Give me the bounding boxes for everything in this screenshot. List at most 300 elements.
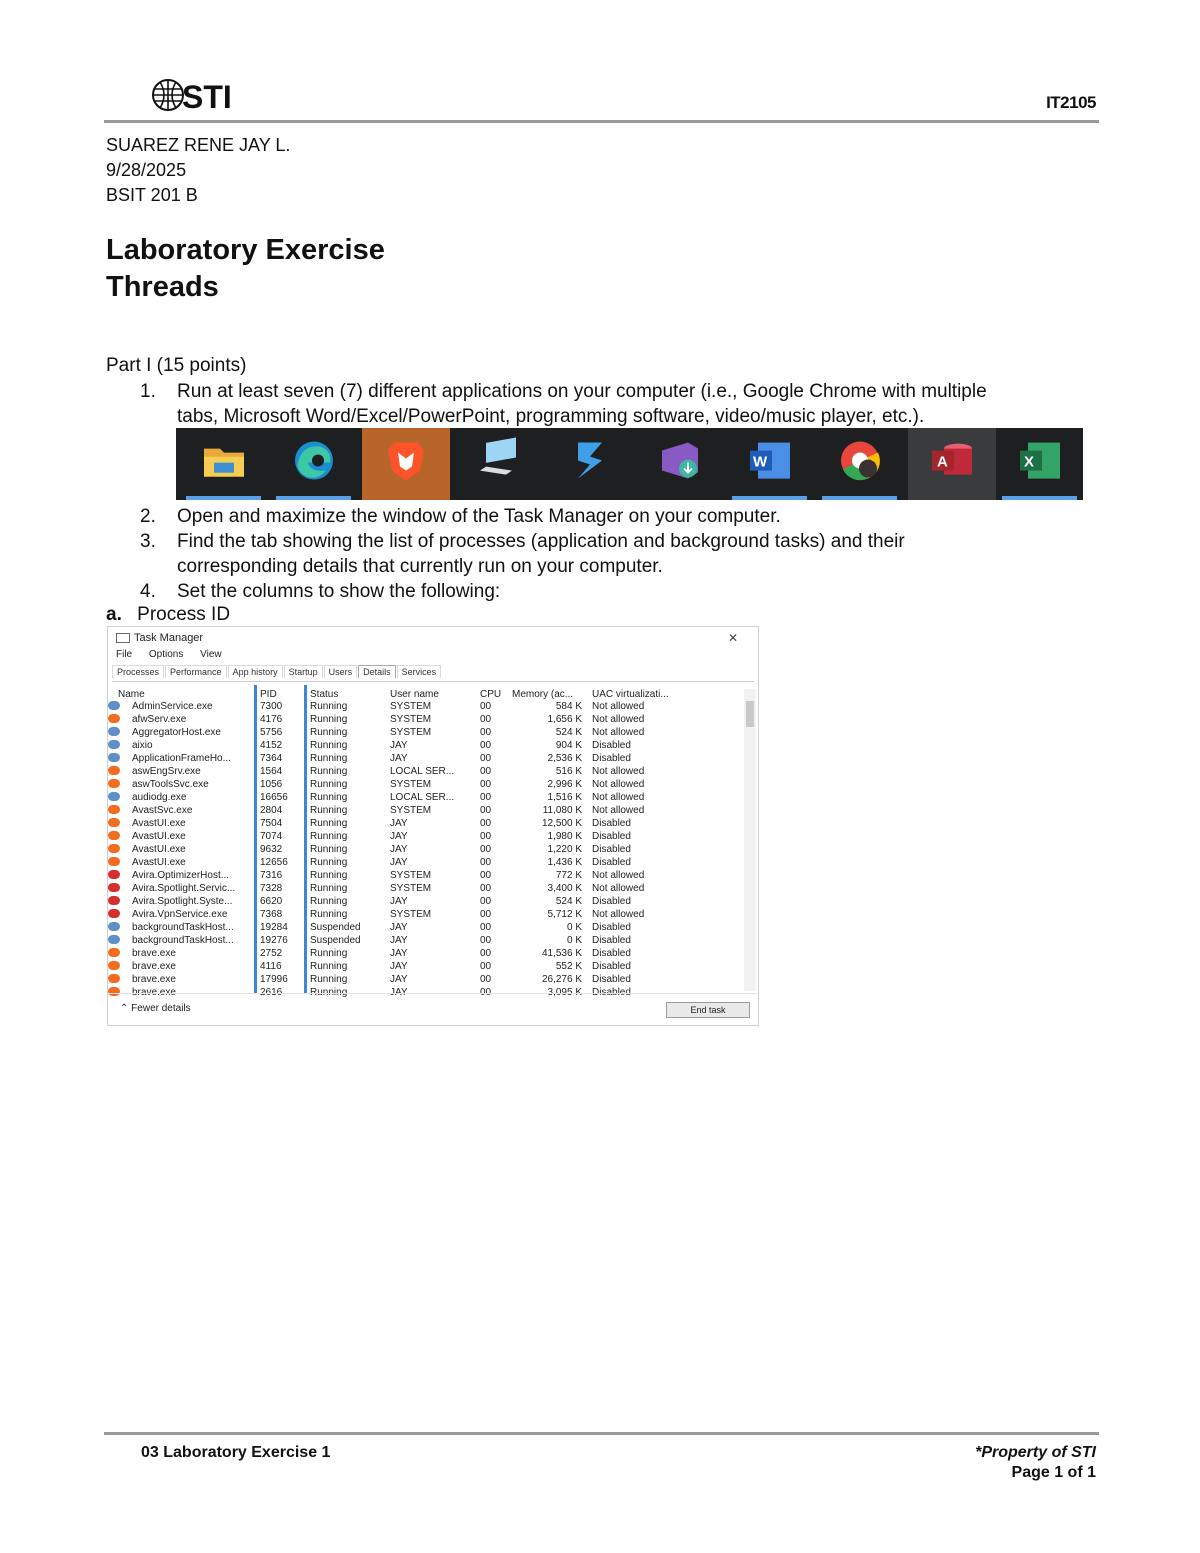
scrollbar-thumb[interactable] [746,701,754,727]
taskbar-app-visual-studio [642,428,717,500]
process-memory: 1,656 K [547,714,582,725]
footer-rule [104,1432,1099,1435]
process-uac: Disabled [592,974,631,985]
process-cpu: 00 [480,948,492,959]
taskbar-app-file-explorer [186,428,261,500]
close-icon[interactable]: ✕ [727,631,738,645]
course-code: IT2105 [1046,93,1096,112]
process-pid: 9632 [260,844,283,855]
process-pid: 2616 [260,987,283,998]
submission-date: 9/28/2025 [106,160,187,180]
process-row[interactable] [108,935,748,948]
process-uac: Disabled [592,987,631,998]
running-indicator [276,496,351,500]
task-manager-footer [108,993,758,1026]
header-rule [104,120,1099,123]
process-icon-wrap [108,779,122,790]
process-icon [108,714,120,723]
column-name[interactable]: Name [118,689,145,700]
process-status: Running [310,870,348,881]
process-memory: 904 K [555,740,582,751]
process-icon-wrap [108,909,122,920]
process-cpu: 00 [480,922,492,933]
process-status: Suspended [310,922,361,933]
process-cpu: 00 [480,727,492,738]
footer-property: *Property of STI [975,1444,1096,1461]
process-name: AvastUI.exe [132,857,186,868]
process-icon [108,701,120,710]
process-row[interactable] [108,896,748,909]
process-cpu: 00 [480,844,492,855]
taskbar-app-word [732,428,807,500]
process-uac: Not allowed [592,701,645,712]
process-icon [108,948,120,957]
process-memory: 3,400 K [547,883,582,894]
item-text-line: corresponding details that currently run on your computer. [177,556,663,577]
taskbar-app-remote-desktop [460,428,535,500]
process-cpu: 00 [480,987,492,998]
process-name: brave.exe [132,961,176,972]
student-info [106,133,290,208]
column-memory[interactable]: Memory (ac... [512,689,574,700]
edge-icon [292,439,336,488]
process-status: Running [310,948,348,959]
process-icon-wrap [108,974,122,985]
process-icon [108,922,120,931]
process-icon [108,857,120,866]
process-name: AvastUI.exe [132,818,186,829]
process-user: JAY [390,844,408,855]
process-row[interactable] [108,818,748,831]
item-number: 1. [140,381,156,402]
process-status: Running [310,909,348,920]
process-user: SYSTEM [390,909,432,920]
process-row[interactable] [108,909,748,922]
process-memory: 2,536 K [547,753,582,764]
task-manager-screenshot [107,626,759,1026]
tab-users[interactable]: Users [324,665,358,678]
process-status: Running [310,896,348,907]
process-uac: Disabled [592,935,631,946]
taskbar-app-excel [1002,428,1077,500]
task-manager-tabs [112,665,754,682]
process-pid: 17996 [260,974,288,985]
process-name: audiodg.exe [132,792,187,803]
item-number: 4. [140,581,156,602]
menu-view[interactable]: View [200,649,222,660]
taskbar-app-edge [276,428,351,500]
process-icon [108,961,120,970]
item-text: Open and maximize the window of the Task Manager on your computer. [177,506,781,527]
process-status: Running [310,974,348,985]
tab-details[interactable]: Details [358,665,396,678]
process-row[interactable] [108,883,748,896]
item-text-line: tabs, Microsoft Word/Excel/PowerPoint, programming software, video/music player, etc.). [177,406,925,427]
process-uac: Not allowed [592,779,645,790]
process-uac: Disabled [592,961,631,972]
tab-startup[interactable]: Startup [284,665,323,678]
process-pid: 19276 [260,935,288,946]
process-pid: 19284 [260,922,288,933]
process-row[interactable] [108,740,748,753]
process-icon-wrap [108,935,122,946]
process-name: aixio [132,740,153,751]
process-row[interactable] [108,766,748,779]
process-status: Running [310,805,348,816]
process-memory: 41,536 K [541,948,582,959]
process-icon [108,727,120,736]
process-memory: 524 K [555,896,582,907]
remote-desktop-icon [476,441,520,486]
menu-file[interactable]: File [116,649,133,660]
process-user: JAY [390,948,408,959]
running-indicator [1002,496,1077,500]
process-icon [108,818,120,827]
process-user: JAY [390,831,408,842]
column-uac[interactable]: UAC virtualizati... [592,689,669,700]
process-row[interactable] [108,948,748,961]
process-icon-wrap [108,831,122,842]
process-icon-wrap [108,870,122,881]
process-icon-wrap [108,701,122,712]
svg-text:A: A [937,453,948,471]
process-status: Running [310,740,348,751]
item-number: 3. [140,531,156,552]
column-pid[interactable]: PID [260,689,277,700]
title-line-2: Threads [106,271,219,303]
item-text [177,529,1097,579]
process-icon-wrap [108,961,122,972]
process-pid: 7504 [260,818,283,829]
process-list [108,701,748,998]
process-status: Running [310,961,348,972]
process-icon-wrap [108,818,122,829]
taskbar-app-brave [362,428,450,500]
process-user: JAY [390,974,408,985]
process-status: Running [310,857,348,868]
process-status: Running [310,818,348,829]
process-cpu: 00 [480,753,492,764]
process-pid: 4116 [260,961,282,972]
process-user: JAY [390,961,408,972]
menu-bar [116,649,236,660]
process-memory: 1,980 K [547,831,582,842]
item-text-line: Find the tab showing the list of processes (application and background tasks) and their [177,531,905,552]
fewer-details-label: Fewer details [131,1003,191,1014]
process-pid: 7368 [260,909,283,920]
process-name: AggregatorHost.exe [132,727,221,738]
process-row[interactable] [108,753,748,766]
svg-text:STI: STI [182,79,232,115]
running-indicator [732,496,807,500]
tab-processes[interactable]: Processes [112,665,164,678]
process-pid: 7316 [260,870,283,881]
process-row[interactable] [108,831,748,844]
running-indicator [186,496,261,500]
process-memory: 1,436 K [547,857,582,868]
process-pid: 2804 [260,805,283,816]
process-memory: 552 K [555,961,582,972]
process-pid: 7074 [260,831,283,842]
process-status: Running [310,779,348,790]
process-cpu: 00 [480,831,492,842]
process-icon [108,740,120,749]
end-task-button[interactable]: End task [666,1002,750,1018]
process-memory: 5,712 K [547,909,582,920]
process-memory: 0 K [566,935,582,946]
taskbar-screenshot [176,428,1083,500]
visual-studio-icon [658,439,702,488]
process-pid: 12656 [260,857,288,868]
process-name: aswEngSrv.exe [132,766,201,777]
process-icon [108,909,120,918]
part-heading: Part I (15 points) [106,355,247,376]
process-user: LOCAL SER... [390,792,455,803]
process-icon-wrap [108,883,122,894]
process-user: SYSTEM [390,714,432,725]
process-icon-wrap [108,922,122,933]
process-icon-wrap [108,844,122,855]
process-row[interactable] [108,701,748,714]
process-cpu: 00 [480,701,492,712]
process-uac: Disabled [592,857,631,868]
task-manager-title-bar [116,632,203,644]
process-pid: 7328 [260,883,283,894]
process-user: JAY [390,987,408,998]
process-user: JAY [390,922,408,933]
access-icon [930,441,974,486]
process-user: JAY [390,857,408,868]
title-line-1: Laboratory Exercise [106,234,385,266]
process-uac: Not allowed [592,909,645,920]
process-memory: 12,500 K [541,818,582,829]
process-cpu: 00 [480,818,492,829]
process-cpu: 00 [480,792,492,803]
running-indicator [822,496,897,500]
process-row[interactable] [108,844,748,857]
xampp-icon [570,439,610,488]
process-cpu: 00 [480,961,492,972]
process-pid: 5756 [260,727,283,738]
sti-logo [150,75,240,115]
process-pid: 4152 [260,740,283,751]
process-name: afwServ.exe [132,714,187,725]
process-uac: Not allowed [592,792,645,803]
process-user: JAY [390,818,408,829]
process-user: SYSTEM [390,727,432,738]
process-pid: 4176 [260,714,283,725]
process-icon-wrap [108,753,122,764]
process-cpu: 00 [480,883,492,894]
fewer-details-button[interactable] [120,1003,191,1014]
process-status: Running [310,714,348,725]
process-name: AvastUI.exe [132,831,186,842]
process-icon-wrap [108,792,122,803]
process-icon [108,844,120,853]
excel-icon [1018,441,1062,486]
process-uac: Disabled [592,844,631,855]
process-uac: Disabled [592,896,631,907]
process-name: Avira.Spotlight.Syste... [132,896,233,907]
process-user: SYSTEM [390,805,432,816]
process-cpu: 00 [480,766,492,777]
process-row[interactable] [108,779,748,792]
process-name: brave.exe [132,948,176,959]
process-memory: 3,095 K [547,987,582,998]
column-status[interactable]: Status [310,689,339,700]
process-user: SYSTEM [390,870,432,881]
process-memory: 1,220 K [547,844,582,855]
process-memory: 772 K [555,870,582,881]
process-cpu: 00 [480,857,492,868]
process-uac: Disabled [592,948,631,959]
student-section: BSIT 201 B [106,185,198,205]
process-icon-wrap [108,805,122,816]
process-cpu: 00 [480,714,492,725]
process-icon-wrap [108,766,122,777]
process-user: LOCAL SER... [390,766,455,777]
window-title: Task Manager [134,632,204,644]
process-name: AdminService.exe [132,701,213,712]
process-name: Avira.VpnService.exe [132,909,228,920]
taskbar-app-chrome [822,428,897,500]
process-row[interactable] [108,974,748,987]
process-name: brave.exe [132,987,176,998]
process-icon-wrap [108,714,122,725]
process-pid: 16656 [260,792,288,803]
process-uac: Disabled [592,740,631,751]
process-user: SYSTEM [390,779,432,790]
process-icon [108,935,120,944]
process-pid: 6620 [260,896,283,907]
process-cpu: 00 [480,805,492,816]
process-pid: 2752 [260,948,283,959]
sub-item-text: Process ID [137,604,231,625]
process-icon [108,896,120,905]
brave-icon [386,439,426,488]
process-icon [108,831,120,840]
process-pid: 7364 [260,753,283,764]
process-uac: Not allowed [592,805,645,816]
process-uac: Disabled [592,922,631,933]
process-status: Running [310,831,348,842]
process-row[interactable] [108,922,748,935]
process-name: AvastUI.exe [132,844,186,855]
process-icon-wrap [108,727,122,738]
process-memory: 516 K [555,766,582,777]
process-name: backgroundTaskHost... [132,922,234,933]
process-user: JAY [390,896,408,907]
task-manager-icon [116,633,130,643]
process-status: Running [310,766,348,777]
process-status: Running [310,987,348,998]
process-memory: 0 K [566,922,582,933]
process-cpu: 00 [480,740,492,751]
process-row[interactable] [108,961,748,974]
process-name: aswToolsSvc.exe [132,779,209,790]
column-cpu[interactable]: CPU [480,689,502,700]
process-uac: Not allowed [592,883,645,894]
process-pid: 1564 [260,766,283,777]
process-uac: Not allowed [592,714,645,725]
tab-services[interactable]: Services [397,665,442,678]
process-status: Running [310,883,348,894]
process-name: Avira.OptimizerHost... [132,870,230,881]
item-number: 2. [140,506,156,527]
process-row[interactable] [108,805,748,818]
page-title [106,232,385,306]
menu-options[interactable]: Options [148,649,184,660]
sub-item-letter: a. [106,604,122,625]
process-user: SYSTEM [390,701,432,712]
taskbar-app-access [908,428,996,500]
process-name: AvastSvc.exe [132,805,193,816]
process-status: Running [310,844,348,855]
process-row[interactable] [108,857,748,870]
student-name: SUAREZ RENE JAY L. [106,135,291,155]
word-icon [748,441,792,486]
process-icon-wrap [108,857,122,868]
process-user: JAY [390,935,408,946]
process-status: Suspended [310,935,361,946]
process-icon [108,974,120,983]
process-cpu: 00 [480,896,492,907]
process-status: Running [310,727,348,738]
process-row[interactable] [108,792,748,805]
process-uac: Disabled [592,818,631,829]
process-icon [108,753,120,762]
item-text: Set the columns to show the following: [177,581,501,602]
process-user: JAY [390,753,408,764]
footer-exercise: 03 Laboratory Exercise 1 [141,1444,331,1461]
process-memory: 11,080 K [542,805,582,816]
process-name: Avira.Spotlight.Servic... [132,883,236,894]
process-row[interactable] [108,714,748,727]
process-row[interactable] [108,727,748,740]
process-icon-wrap [108,740,122,751]
process-pid: 7300 [260,701,283,712]
item-text [177,379,1097,429]
process-uac: Not allowed [592,870,645,881]
process-uac: Not allowed [592,766,645,777]
svg-text:W: W [752,453,767,471]
process-icon-wrap [108,948,122,959]
process-pid: 1056 [260,779,283,790]
process-status: Running [310,753,348,764]
process-icon [108,779,120,788]
process-icon [108,792,120,801]
tab-app-history[interactable]: App history [228,665,283,678]
process-row[interactable] [108,870,748,883]
item-text-line: Run at least seven (7) different applications on your computer (i.e., Google Chrome with multiple [177,381,987,402]
process-status: Running [310,701,348,712]
vertical-scrollbar[interactable] [744,689,756,991]
sub-item-a [106,604,230,626]
tab-performance[interactable]: Performance [165,665,227,678]
svg-text:X: X [1023,453,1034,471]
column-user-name[interactable]: User name [390,689,439,700]
process-icon-wrap [108,896,122,907]
process-cpu: 00 [480,870,492,881]
process-cpu: 00 [480,935,492,946]
chrome-icon [838,439,882,488]
taskbar-app-xampp [552,428,627,500]
process-icon [108,766,120,775]
process-name: brave.exe [132,974,176,985]
process-cpu: 00 [480,974,492,985]
process-name: ApplicationFrameHo... [132,753,231,764]
process-status: Running [310,792,348,803]
